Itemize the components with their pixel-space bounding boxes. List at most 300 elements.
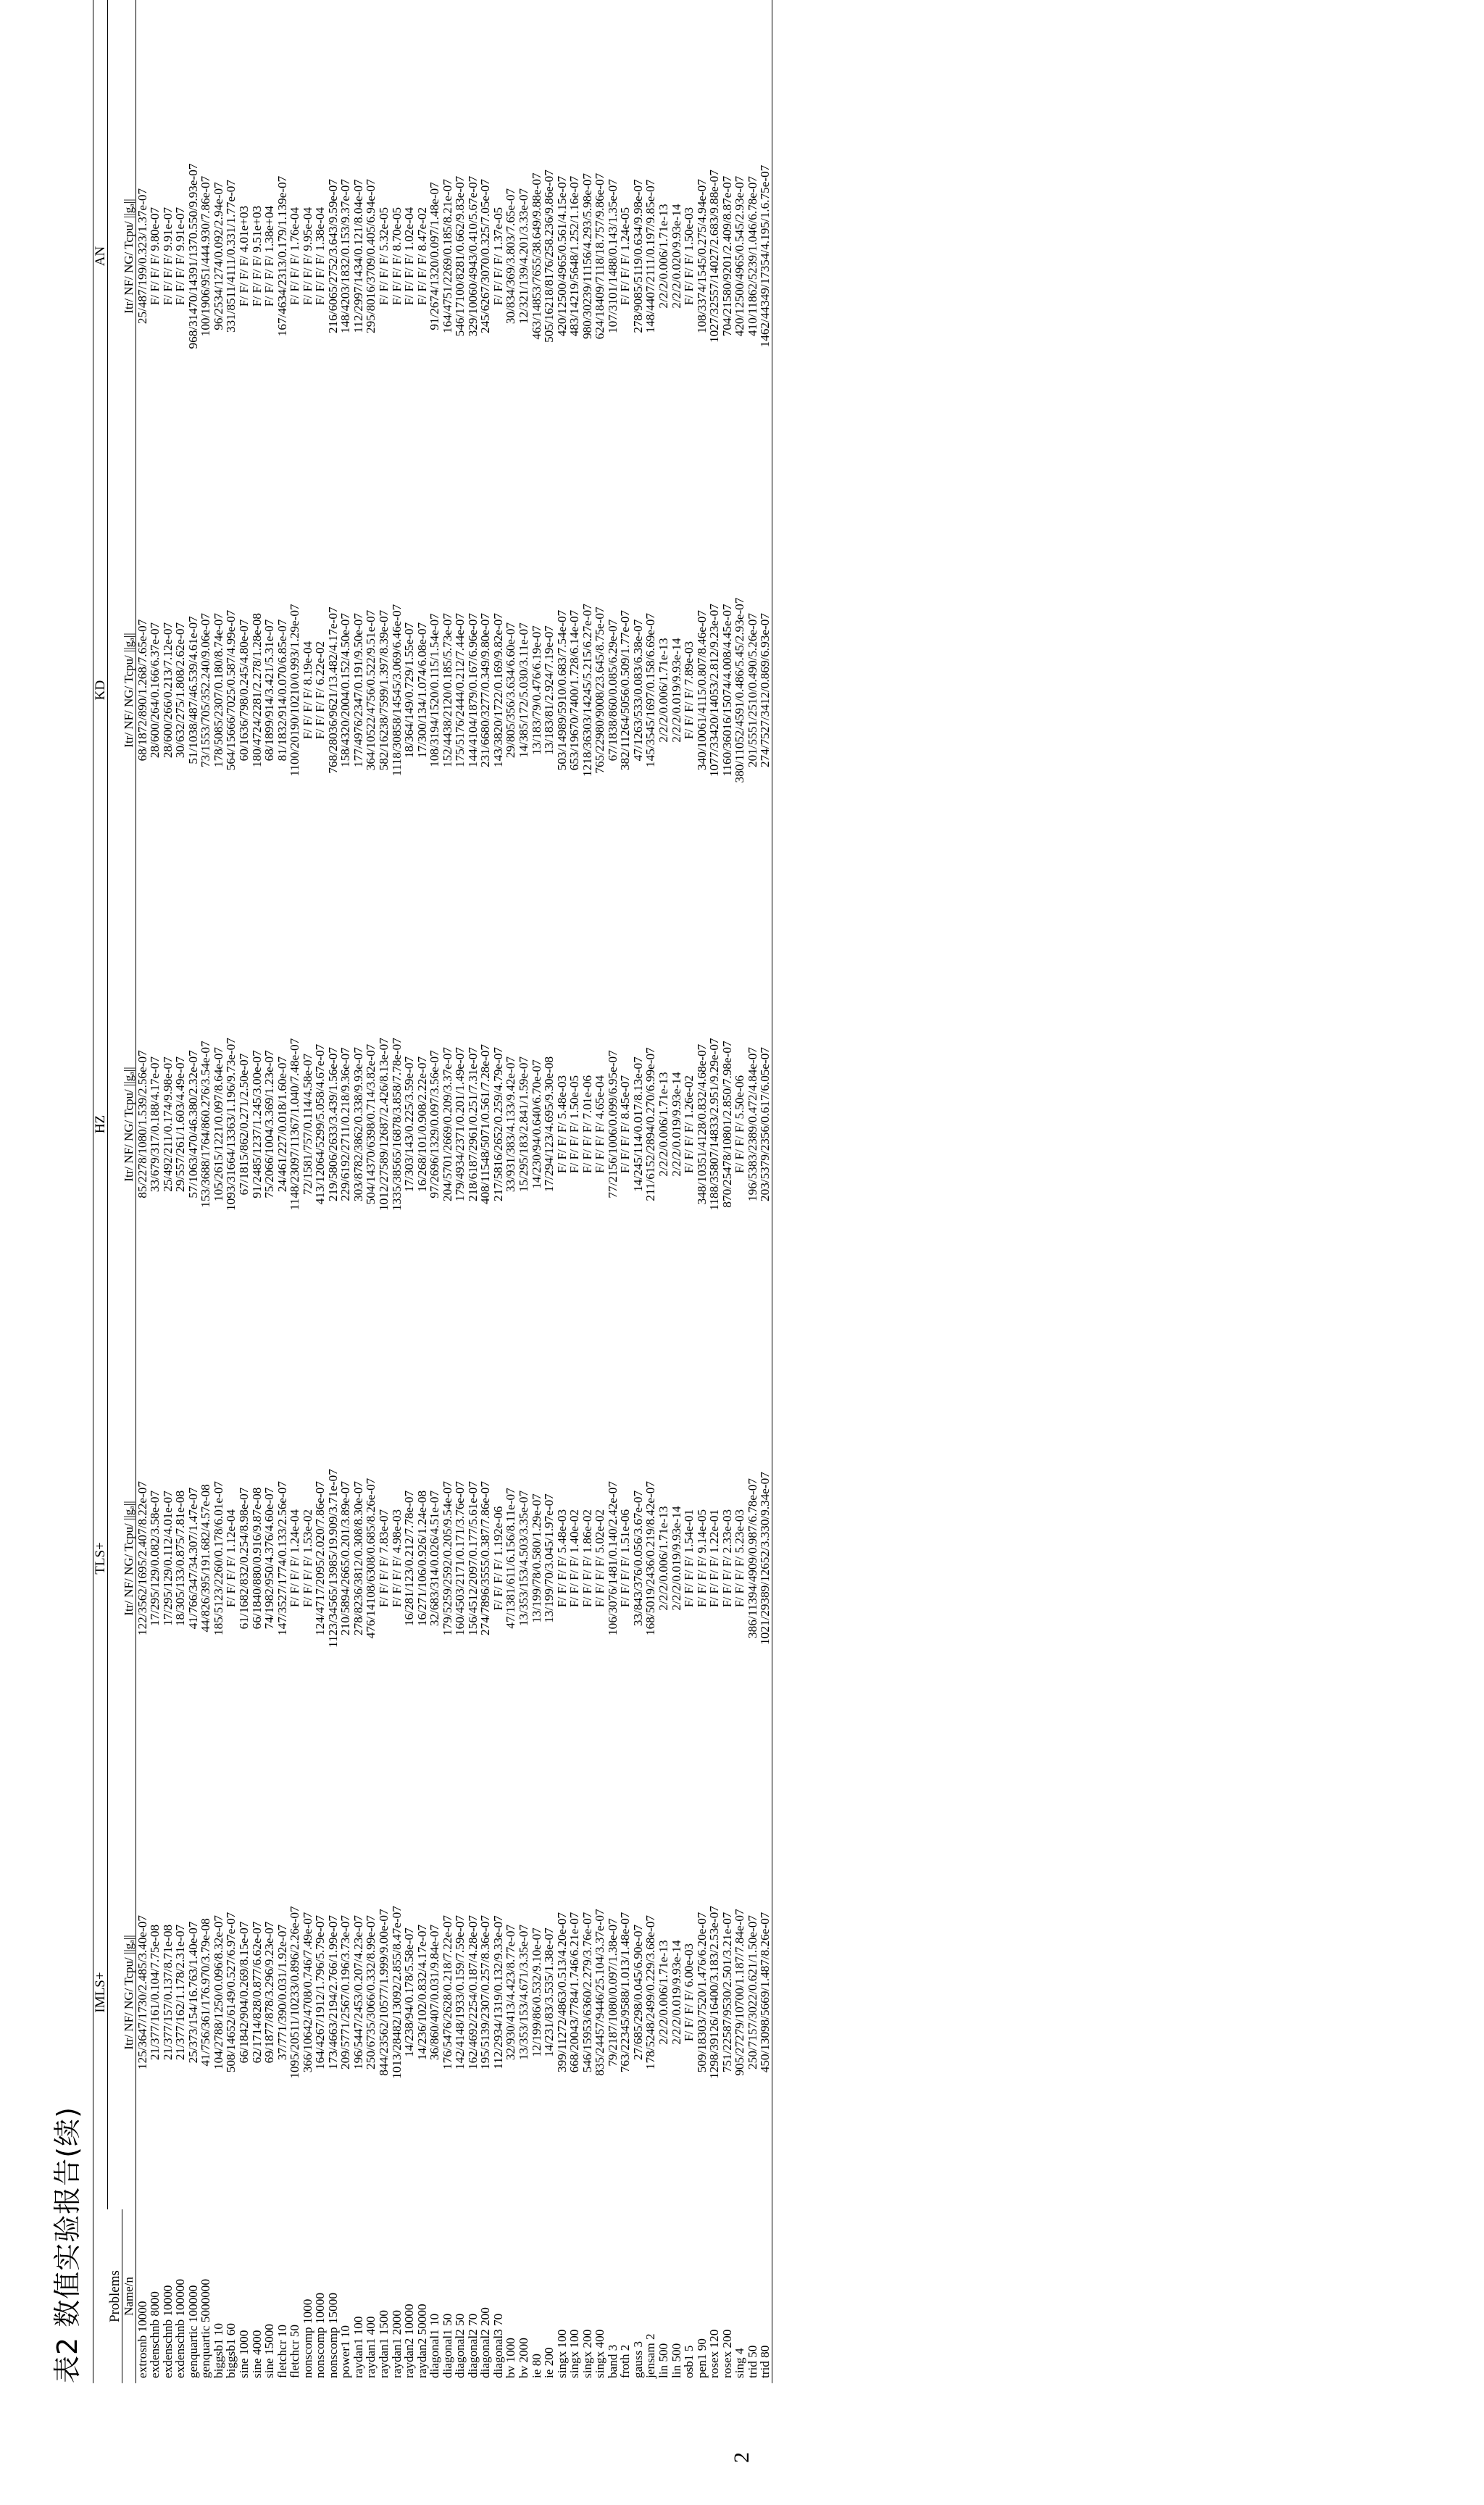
result-cell: F/ F/ F/ F/ 1.53e-02 (300, 1509, 314, 1608)
table-row (670, 0, 683, 2383)
table-row (149, 0, 162, 2383)
result-cell (619, 0, 632, 39)
problem-name-cell: osb1 5 (682, 2345, 696, 2378)
result-cell: 201/5551/2510/0.490/5.26e-07 (745, 613, 759, 767)
result-cell: 28/600/264/0.166/6.37e-07 (148, 622, 162, 759)
result-cell: 12/199/86/0.532/9.10e-07 (529, 1927, 543, 2057)
result-cell (364, 0, 378, 39)
result-cell: 125/3647/1730/2.485/3.40e-07 (135, 1915, 149, 2070)
table-row (162, 0, 175, 2383)
result-cell: 765/22980/9008/23.645/8.75e-07 (593, 607, 607, 774)
result-cell: 1298/39126/16400/3.183/2.53e-07 (707, 1906, 722, 2079)
result-cell: 217/5816/2652/0.259/4.79e-07 (491, 1047, 505, 1201)
result-cell: 210/5894/2665/0.201/3.89e-07 (338, 1481, 353, 1635)
result-cell: 195/5139/2307/0.257/8.36e-07 (478, 1915, 493, 2070)
spacer-4 (108, 473, 122, 907)
result-cell: 211/6152/2894/0.270/6.99e-07 (643, 1047, 658, 1201)
result-cell: 763/22345/9588/1.013/1.48e-07 (618, 1912, 633, 2073)
problem-name-cell: bv 2000 (516, 2338, 530, 2378)
subheader-kd: Itr/ NF/ NG/ Tcpu/ ||gₐ|| (122, 473, 136, 907)
table-row (467, 0, 480, 2383)
result-cell: 1021/29389/12652/3.330/9.34e-07 (759, 1341, 772, 1775)
table-row (492, 0, 505, 2383)
result-cell: 36/860/407/0.031/9.84e-07 (428, 1924, 442, 2061)
result-cell: 178/5248/2499/0.229/3.68e-07 (643, 1915, 658, 2070)
table-caption: 表2 数值实验报告(续) (51, 2106, 83, 2383)
table-row (632, 0, 645, 2383)
result-cell: 408/11548/5071/0.561/7.28e-07 (478, 1044, 493, 1204)
result-cell (721, 0, 734, 39)
problem-name-cell: diagonal1 10 (428, 2313, 442, 2378)
result-cell: 33/931/383/4.133/9.42e-07 (504, 1056, 518, 1193)
result-cell: 1013/28482/13092/2.855/8.47e-07 (389, 1906, 404, 2079)
result-cell: 768/28036/9621/13.482/4.17e-07 (325, 607, 340, 774)
result-cell: 100/1906/951/444.930/7.86e-07 (199, 175, 213, 337)
problem-name-cell: singx 100 (567, 2329, 582, 2378)
result-cell: 751/22587/9530/2.501/3.21e-07 (720, 1912, 734, 2073)
result-cell: 107/3101/1488/0.143/1.35e-07 (605, 179, 620, 333)
table-row (416, 0, 429, 2383)
result-cell (212, 0, 225, 39)
result-cell: F/ F/ F/ F/ 7.83e-07 (376, 1509, 391, 1608)
group-header-ljk (93, 0, 108, 39)
result-cell: 366/10642/4708/0.746/7.49e-07 (300, 1912, 314, 2073)
result-cell: 75/2066/1004/3.369/1.23e-07 (262, 1050, 277, 1199)
result-cell: 17/300/134/1.074/6.08e-07 (414, 622, 429, 759)
table-subheader-row (122, 0, 136, 2383)
subheader-name: Name/n (122, 2209, 136, 2383)
table-problems-header-row (108, 0, 122, 2383)
result-cell: 229/6192/2711/0.218/9.36e-07 (338, 1047, 353, 1201)
result-cell: 176/5476/2628/0.218/7.22e-07 (440, 1915, 454, 2070)
problem-name-cell: singx 100 (554, 2329, 569, 2378)
table-row (301, 0, 314, 2383)
result-cell: 32/683/314/0.026/4.51e-07 (428, 1490, 442, 1627)
problem-name-cell: extrosnb 10000 (135, 2301, 149, 2378)
spacer-1 (108, 1775, 122, 2209)
result-cell: F/ F/ F/ F/ 8.70e-05 (389, 207, 404, 306)
result-cell: 41/756/361/176.970/3.79e-08 (199, 1918, 213, 2067)
result-cell: 17/295/129/0.112/4.01e-07 (160, 1491, 175, 1626)
result-cell (543, 0, 556, 39)
table-row (530, 0, 543, 2383)
result-cell (251, 0, 264, 39)
result-cell (504, 0, 517, 39)
problem-name-cell: rosex 200 (720, 2329, 734, 2378)
result-cell: 653/19670/7400/1.728/6.14e-07 (567, 609, 582, 771)
result-cell: 175/5176/2444/0.212/7.44e-07 (453, 613, 467, 767)
result-cell: 91/2485/1237/1.245/3.00e-07 (249, 1050, 264, 1199)
problem-name-cell: genquartic 5000000 (199, 2279, 213, 2378)
table-row (251, 0, 264, 2383)
problem-name-cell: trid 50 (745, 2345, 759, 2378)
result-cell: 278/8236/3812/0.308/8.30e-07 (351, 1481, 365, 1635)
problem-name-cell: ie 80 (529, 2354, 543, 2378)
result-cell: 420/12500/4965/0.545/2.93e-07 (733, 175, 747, 337)
result-cell: 67/1838/860/0.085/6.29e-07 (605, 619, 620, 762)
result-cell: 143/3820/1722/0.169/9.82e-07 (491, 613, 505, 767)
result-cell: 14/238/94/0.178/5.58e-07 (402, 1927, 417, 2057)
result-cell (606, 0, 620, 39)
result-cell: 153/3688/1764/860.276/3.54e-07 (199, 1041, 213, 1208)
result-cell: 483/14219/5648/1.252/1.16e-07 (567, 175, 582, 337)
result-cell (708, 0, 721, 39)
problem-name-cell: sine 4000 (249, 2330, 264, 2378)
result-cell: 47/1263/533/0.083/6.38e-07 (630, 619, 645, 762)
problem-name-cell: froth 2 (618, 2344, 633, 2378)
result-cell (263, 0, 276, 39)
table-body (136, 0, 772, 2383)
result-cell: 1188/35807/14833/2.951/9.29e-07 (707, 1038, 722, 1211)
result-cell: F/ F/ F/ F/ 9.95e-04 (300, 207, 314, 306)
result-cell: 33/679/317/0.188/4.17e-07 (148, 1056, 162, 1193)
result-cell: 216/6065/2752/3.643/9.59e-07 (325, 179, 340, 333)
result-cell: F/ F/ F/ F/ 4.01e+03 (236, 205, 251, 307)
result-cell: 145/3545/1697/0.158/6.69e-07 (643, 613, 658, 767)
problem-name-cell: exdenschnb 10000 (160, 2285, 175, 2378)
result-cell: 68/1899/914/3.421/5.31e-07 (262, 619, 277, 762)
result-cell (467, 0, 480, 39)
result-cell: 245/6267/3070/0.325/7.05e-07 (478, 179, 493, 333)
group-header-imls: IMLS+ (93, 1775, 108, 2209)
result-cell: 546/17100/8281/0.662/9.83e-07 (453, 175, 467, 337)
result-cell: F/ F/ F/ F/ 7.01e-06 (580, 1075, 594, 1174)
table-row (352, 0, 365, 2383)
result-cell (441, 0, 454, 39)
result-cell: 147/3527/1774/0.133/2.56e-07 (275, 1481, 289, 1635)
result-cell: 980/30239/11156/4.293/5.98e-07 (580, 173, 594, 339)
result-cell (746, 0, 759, 39)
subheader-ljk (122, 0, 136, 39)
result-cell: 1123/34565/13985/19.909/3.71e-07 (325, 1469, 340, 1648)
result-cell: 382/11264/5056/0.509/1.77e-07 (618, 610, 633, 770)
table-row (746, 0, 759, 2383)
result-cell: 348/10351/4128/0.832/4.68e-07 (694, 1043, 709, 1205)
result-cell: 329/10060/4943/0.410/5.67e-07 (465, 175, 480, 337)
result-cell: 380/11052/4591/0.486/5.45/2.93e-07 (733, 597, 747, 783)
result-cell: 179/5259/2592/0.205/9.54e-07 (440, 1481, 454, 1635)
result-cell: 51/1038/487/46.539/4.61e-07 (186, 616, 200, 764)
result-cell: F/ F/ F/ F/ 9.91e-07 (173, 207, 188, 306)
result-cell: F/ F/ F/ F/ 4.65e-04 (593, 1075, 607, 1174)
result-cell (301, 0, 314, 39)
table-row (543, 0, 556, 2383)
result-cell: 2/2/2/0.006/1.71e-13 (656, 1940, 670, 2045)
result-cell: 295/8016/3709/0.405/6.94e-07 (364, 179, 378, 333)
result-cell: F/ F/ F/ F/ 1.38e+04 (262, 205, 277, 307)
problem-name-cell: diagonal2 200 (478, 2307, 493, 2378)
result-cell: 15/295/183/2.841/1.59e-07 (516, 1056, 530, 1193)
result-cell: 218/6187/2961/0.251/7.31e-07 (465, 1047, 480, 1201)
problem-name-cell: bv 1000 (504, 2338, 518, 2378)
result-cell: 704/21580/9201/2.409/8.87e-07 (720, 175, 734, 337)
problem-name-cell: singx 200 (580, 2329, 594, 2378)
table-row (199, 0, 212, 2383)
result-cell: 62/1714/828/0.877/6.62e-07 (249, 1921, 264, 2064)
page-number: 2 (730, 2452, 754, 2463)
result-cell: F/ F/ F/ F/ 1.51e-06 (618, 1509, 633, 1608)
result-cell: 33/843/376/0.056/3.67e-07 (630, 1490, 645, 1627)
result-cell (530, 0, 543, 39)
result-cell (276, 0, 289, 39)
table-group-header-row (93, 0, 108, 2383)
result-cell (162, 0, 175, 39)
result-cell: F/ F/ F/ F/ 1.22e-01 (707, 1509, 722, 1608)
result-cell: 13/353/153/4.503/3.35e-07 (516, 1490, 530, 1627)
problem-name-cell: diagonal2 50 (453, 2313, 467, 2378)
result-cell (759, 0, 772, 39)
result-cell (657, 0, 670, 39)
result-cell: 57/1063/470/46.380/2.32e-07 (186, 1050, 200, 1199)
result-cell: 44/826/395/191.682/4.57e-08 (199, 1484, 213, 1633)
result-cell: 96/2534/1274/0.092/2.94e-07 (211, 182, 225, 330)
result-cell: 168/5019/2436/0.219/8.42e-07 (643, 1481, 658, 1635)
result-cell: 122/3562/1695/2.407/8.22e-07 (135, 1481, 149, 1635)
result-cell: 13/353/153/4.671/3.35e-07 (516, 1924, 530, 2061)
result-cell: 564/15666/7025/0.587/4.99e-07 (224, 609, 238, 771)
problem-name-cell: nonscomp 10000 (313, 2293, 328, 2378)
result-cell: 152/4438/2120/0.185/5.73e-07 (440, 613, 454, 767)
result-cell: 158/4320/2004/0.152/4.50e-07 (338, 613, 353, 767)
problem-name-cell: raydan2 50000 (414, 2304, 429, 2378)
result-cell (238, 0, 251, 39)
result-cell: F/ F/ F/ F/ 8.45e-07 (618, 1075, 633, 1174)
result-cell (416, 0, 429, 39)
result-cell: 73/1553/705/352.240/9.06e-07 (199, 613, 213, 767)
result-cell: 177/4976/2347/0.191/9.50e-07 (351, 613, 365, 767)
result-cell: F/ F/ F/ F/ 5.32e-05 (376, 207, 391, 306)
result-cell (339, 0, 352, 39)
result-cell: 14/236/102/0.832/4.17e-07 (414, 1924, 429, 2061)
result-cell: 905/27279/10700/1.187/7.84e-07 (733, 1909, 747, 2076)
problem-name-cell: trid 80 (759, 2209, 772, 2383)
problem-name-cell: singx 400 (593, 2329, 607, 2378)
result-cell: 25/373/154/16.763/1.40e-07 (186, 1921, 200, 2064)
table-row (263, 0, 276, 2383)
result-cell: 870/25478/10801/2.850/7.98e-07 (720, 1041, 734, 1208)
result-cell: 509/18303/7520/1.476/6.20e-07 (694, 1912, 709, 2073)
group-header-blank (93, 2209, 108, 2383)
table-row (556, 0, 569, 2383)
result-cell: F/ F/ F/ F/ 1.24e-05 (618, 207, 633, 306)
result-cell: F/ F/ F/ F/ 1.50e-05 (567, 1075, 582, 1174)
result-cell: 2/2/2/0.006/1.71e-13 (656, 1506, 670, 1611)
result-cell: 2/2/2/0.019/9.93e-14 (669, 1506, 683, 1611)
result-cell: 112/2934/1319/0.132/9.33e-07 (491, 1915, 505, 2070)
result-cell: 67/1815/862/0.271/2.50e-07 (236, 1053, 251, 1196)
result-cell: F/ F/ F/ F/ 1.40e-02 (567, 1509, 582, 1608)
problem-name-cell: sine 15000 (262, 2324, 277, 2378)
result-cell: F/ F/ F/ F/ 6.00e-03 (682, 1943, 696, 2042)
result-cell (479, 0, 492, 39)
table-row (708, 0, 721, 2383)
table-row (657, 0, 670, 2383)
column-header-problems: Problems (108, 2209, 122, 2383)
result-cell: 21/377/157/0.137/8.71e-08 (160, 1924, 175, 2061)
result-cell: 274/7896/3555/0.387/7.86e-07 (478, 1481, 493, 1635)
problem-name-cell: diagonal3 70 (491, 2313, 505, 2378)
result-cell: 340/10061/4115/0.807/8.46e-07 (694, 610, 709, 770)
problem-name-cell: biggsb1 10 (211, 2323, 225, 2378)
result-cell: 450/13098/5669/1.487/8.26e-07 (759, 1775, 772, 2209)
result-cell: 1012/27589/12687/2.426/8.13e-07 (376, 1038, 391, 1211)
result-cell (556, 0, 569, 39)
result-cell: 14/245/114/0.017/8.13e-07 (630, 1056, 645, 1192)
result-cell: 503/14989/5910/0.683/7.54e-07 (554, 609, 569, 771)
result-cell (696, 0, 709, 39)
result-cell: 1077/33420/14053/2.812/9.23e-07 (707, 604, 722, 777)
result-cell: 144/4104/1879/0.167/6.96e-07 (465, 613, 480, 767)
result-cell (327, 0, 340, 39)
result-cell: 968/31470/14391/1370.550/9.93e-07 (186, 163, 200, 349)
problem-name-cell: nonscomp 1000 (300, 2298, 314, 2378)
result-cell: 668/20043/7784/1.746/6.21e-07 (567, 1912, 582, 2073)
problem-name-cell: exdenschnb 100000 (173, 2279, 188, 2378)
result-cell (733, 0, 746, 39)
table-row (238, 0, 251, 2383)
problem-name-cell: nonscomp 15000 (325, 2293, 340, 2378)
result-cell: 12/321/139/4.201/3.33e-07 (516, 188, 530, 325)
spacer-3 (108, 907, 122, 1341)
problem-name-cell: raydan1 1500 (376, 2309, 391, 2378)
result-cell: 2/2/2/0.006/1.71e-13 (656, 1072, 670, 1177)
result-cell: 108/3194/1520/0.115/1.54e-07 (428, 613, 442, 767)
result-cell: F/ F/ F/ F/ 1.26e-02 (682, 1075, 696, 1174)
result-cell: 420/12500/4965/0.561/4.15e-07 (554, 175, 569, 337)
problem-name-cell: band 3 (605, 2344, 620, 2378)
result-cell: F/ F/ F/ F/ 1.86e-02 (580, 1509, 594, 1608)
result-cell: 14/231/83/3.535/1.38e-07 (542, 1927, 556, 2057)
result-cell: 30/834/369/3.803/7.65e-07 (504, 188, 518, 325)
result-cell: 2/2/2/0.020/9.93e-14 (669, 204, 683, 309)
result-cell (454, 0, 467, 39)
problem-name-cell: raydan1 2000 (389, 2309, 404, 2378)
result-cell: 1100/20190/10210/0.993/1.29e-07 (288, 604, 302, 777)
table-row (391, 0, 404, 2383)
problem-name-cell: ie 200 (542, 2347, 556, 2378)
result-cell (568, 0, 581, 39)
group-header-kd: KD (93, 473, 108, 907)
result-cell: 274/7527/3412/0.869/6.93e-07 (759, 473, 772, 907)
subheader-hz: Itr/ NF/ NG/ Tcpu/ ||gₐ|| (122, 907, 136, 1341)
result-cell: F/ F/ F/ F/ 9.80e-07 (148, 207, 162, 306)
result-cell: F/ F/ F/ F/ 6.22e-02 (313, 641, 328, 740)
problem-name-cell: genquartic 100000 (186, 2285, 200, 2378)
result-cell: 413/12064/5299/5.058/4.67e-07 (313, 1043, 328, 1205)
result-cell: 30/632/275/1.808/2.62e-07 (173, 622, 188, 759)
result-cell: F/ F/ F/ F/ 1.02e-04 (402, 207, 417, 306)
result-cell: 173/4663/2194/2.766/1.99e-07 (325, 1915, 340, 2070)
result-cell: 2/2/2/0.019/9.93e-14 (669, 638, 683, 743)
result-cell: 142/4148/1933/0.159/7.59e-07 (453, 1915, 467, 2070)
result-cell: 16/268/101/0.908/2.22e-07 (414, 1056, 429, 1193)
spacer-5 (108, 39, 122, 473)
result-cell: 106/3076/1481/0.140/2.42e-07 (605, 1481, 620, 1635)
result-cell (428, 0, 441, 39)
result-cell: 81/1832/914/0.070/6.85e-07 (275, 619, 289, 762)
result-cell: 91/2674/1320/0.097/1.48e-07 (428, 182, 442, 330)
table-row (187, 0, 200, 2383)
table-row (428, 0, 441, 2383)
table-row (314, 0, 327, 2383)
problem-name-cell: jensam 2 (643, 2333, 658, 2378)
result-cell: 16/281/123/0.212/7.78e-07 (402, 1490, 417, 1627)
result-cell (225, 0, 238, 39)
result-cell: 508/14652/6149/0.527/6.97e-07 (224, 1912, 238, 2073)
result-cell: 17/295/129/0.082/3.58e-07 (148, 1490, 162, 1627)
result-cell: 386/11394/4909/0.987/6.78e-07 (745, 1478, 759, 1638)
table-row (212, 0, 225, 2383)
problem-name-cell: lin 500 (656, 2343, 670, 2378)
subheader-an: Itr/ NF/ NG/ Tcpu/ ||gₐ|| (122, 39, 136, 473)
result-cell: F/ F/ F/ F/ 1.24e-04 (288, 1509, 302, 1608)
result-cell: 250/7157/3022/0.621/1.50e-07 (745, 1915, 759, 2070)
result-cell: 179/4934/2371/0.201/1.49e-07 (453, 1047, 467, 1201)
result-cell: 2/2/2/0.006/1.71e-13 (656, 204, 670, 309)
result-cell: 14/385/172/5.030/3.11e-07 (516, 622, 530, 758)
result-cell (352, 0, 365, 39)
problem-name-cell: raydan1 100 (351, 2316, 365, 2378)
result-cell: 85/2278/1080/1.539/2.56e-07 (135, 1050, 149, 1199)
result-cell: 1462/44349/17354/4.195/1.6.75e-07 (759, 39, 772, 473)
spacer-2 (108, 1341, 122, 1775)
problem-name-cell: gauss 3 (630, 2341, 645, 2378)
problem-name-cell: diagonal1 50 (440, 2313, 454, 2378)
result-cell: 204/5701/2669/0.209/3.37e-07 (440, 1047, 454, 1201)
result-cell: 582/16238/7599/1.397/8.39e-07 (376, 609, 391, 771)
result-cell: 1148/23097/11367/1.040/7.48e-07 (288, 1038, 302, 1211)
result-cell: 164/4267/1912/1.796/5.79e-07 (313, 1915, 328, 2070)
result-cell: 60/1636/798/0.245/4.80e-07 (236, 619, 251, 762)
result-cell: 27/685/298/0.045/6.90e-07 (630, 1924, 645, 2061)
table-row (174, 0, 187, 2383)
result-cell: 546/15953/6360/2.279/3.76e-07 (580, 1912, 594, 2073)
result-cell: 41/766/347/34.307/1.47e-07 (186, 1487, 200, 1630)
result-cell: 1027/32557/14027/2.683/9.88e-07 (707, 170, 722, 343)
problem-name-cell: exdenschnb 8000 (148, 2291, 162, 2378)
table-row (504, 0, 517, 2383)
problem-name-cell: power1 10 (338, 2325, 353, 2378)
subheader-imls: Itr/ NF/ NG/ Tcpu/ ||gₐ|| (122, 1775, 136, 2209)
table-row (339, 0, 352, 2383)
problem-name-cell: fletchcr 10 (275, 2325, 289, 2378)
result-cell: 2/2/2/0.019/9.93e-14 (669, 1072, 683, 1177)
result-cell: 1218/36303/14245/5.215/6.27e-07 (580, 604, 594, 777)
result-cell (644, 0, 657, 39)
result-cell: F/ F/ F/ F/ 9.91e-07 (160, 207, 175, 306)
table-row (581, 0, 594, 2383)
result-cell: 25/492/211/0.174/9.98e-07 (160, 1056, 175, 1192)
result-cell: 17/294/123/4.695/9.30e-08 (542, 1056, 556, 1193)
result-cell: 196/5447/2453/0.207/4.23e-07 (351, 1915, 365, 2070)
table-row (517, 0, 530, 2383)
result-cell: F/ F/ F/ F/ 9.51e+03 (249, 205, 264, 307)
table-row (327, 0, 340, 2383)
result-cell (391, 0, 404, 39)
result-cell: 18/364/149/0.729/1.55e-07 (402, 622, 417, 759)
problem-name-cell: sing 4 (733, 2348, 747, 2378)
result-cell: 72/1581/757/0.114/4.58e-07 (300, 1053, 314, 1196)
table-row (454, 0, 467, 2383)
result-cell: 209/5771/2567/0.196/3.73e-07 (338, 1915, 353, 2070)
result-cell: 624/18409/7118/18.757/9.86e-07 (593, 172, 607, 340)
result-cell: 16/271/106/0.926/1.24e-08 (414, 1490, 429, 1627)
result-cell: 178/5085/2307/0.180/8.74e-07 (211, 613, 225, 767)
result-cell: 66/1840/880/0.916/9.87e-08 (249, 1487, 264, 1630)
result-cell: F/ F/ F/ F/ 7.89e-03 (682, 641, 696, 740)
result-cell: 74/1982/950/4.376/4.60e-07 (262, 1487, 277, 1630)
result-cell: 61/1682/832/0.254/8.98e-07 (236, 1487, 251, 1630)
